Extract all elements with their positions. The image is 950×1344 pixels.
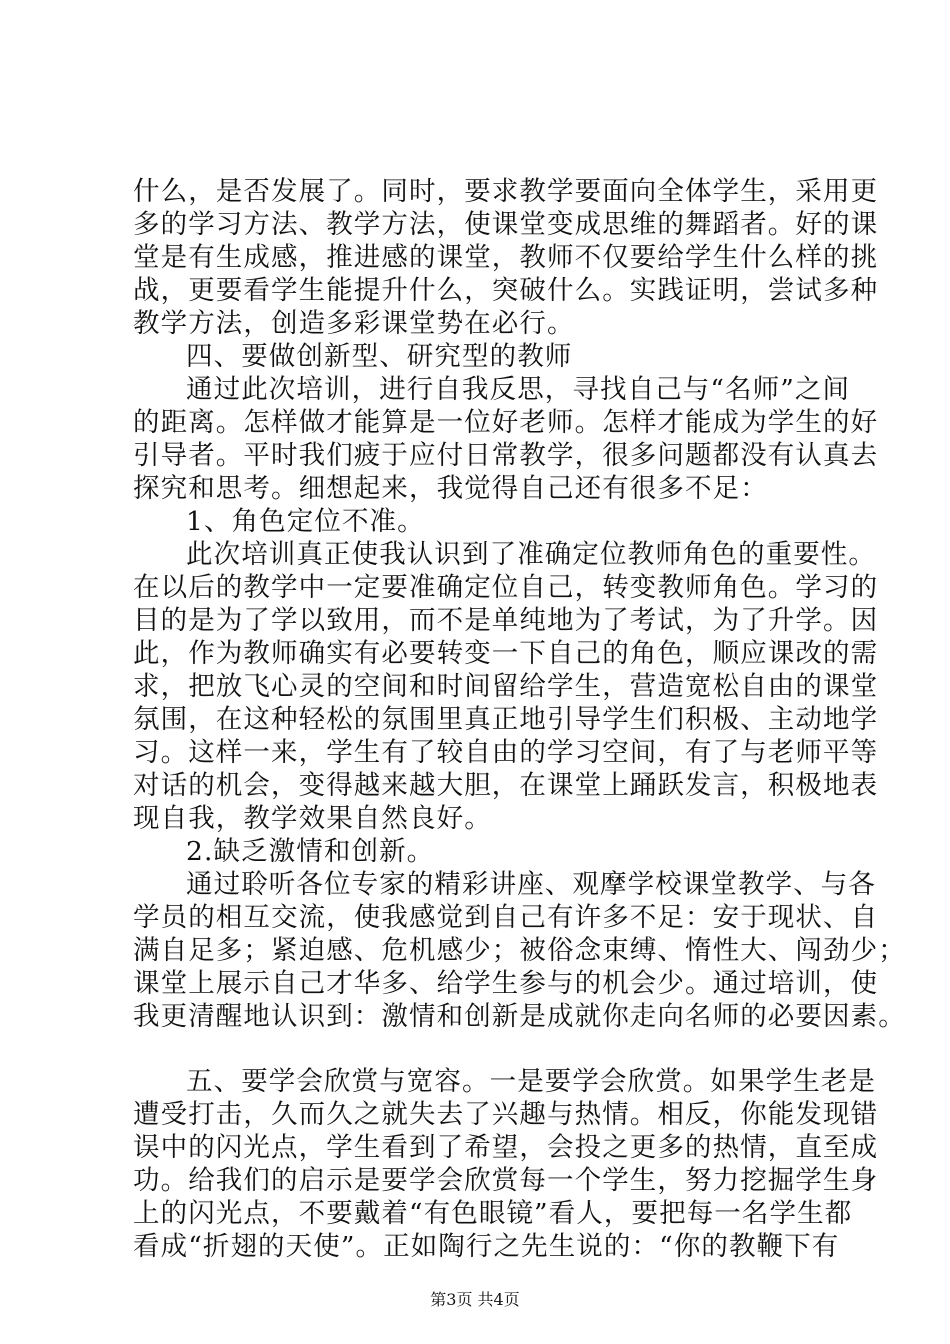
text-line: 多的学习方法、教学方法，使课堂变成思维的舞蹈者。好的课 [133, 209, 879, 240]
section-heading: 四、要做创新型、研究型的教师 [186, 341, 573, 372]
text-line: 课堂上展示自己才华多、给学生参与的机会少。通过培训，使 [133, 968, 879, 999]
text-line: 堂是有生成感，推进感的课堂，教师不仅要给学生什么样的挑 [133, 242, 879, 273]
text-line: 满自足多；紧迫感、危机感少；被俗念束缚、惰性大、闯劲少； [133, 935, 906, 966]
text-line: 遭受打击，久而久之就失去了兴趣与热情。相反，你能发现错 [133, 1099, 879, 1130]
text-line: 氛围，在这种轻松的氛围里真正地引导学生们积极、主动地学 [133, 704, 879, 735]
text-line: 的距离。怎样做才能算是一位好老师。怎样才能成为学生的好 [133, 407, 879, 438]
text-line: 看成“折翅的天使”。正如陶行之先生说的：“你的教鞭下有 [133, 1231, 840, 1262]
text-line: 习。这样一来，学生有了较自由的学习空间，有了与老师平等 [133, 737, 879, 768]
section-heading: 五、要学会欣赏与宽容。一是要学会欣赏。如果学生老是 [186, 1066, 876, 1097]
subsection-heading: 1、角色定位不准。 [186, 506, 425, 537]
text-line: 现自我，教学效果自然良好。 [133, 803, 492, 834]
text-line: 战，更要看学生能提升什么，突破什么。实践证明，尝试多种 [133, 275, 879, 306]
text-line: 此次培训真正使我认识到了准确定位教师角色的重要性。 [186, 539, 876, 570]
text-line: 探究和思考。细想起来，我觉得自己还有很多不足： [133, 473, 768, 504]
text-line: 引导者。平时我们疲于应付日常教学，很多问题都没有认真去 [133, 440, 879, 471]
paragraph-gap [133, 1033, 853, 1065]
subsection-heading: 2.缺乏激情和创新。 [186, 836, 435, 867]
text-line: 对话的机会，变得越来越大胆，在课堂上踊跃发言，积极地表 [133, 770, 879, 801]
text-line: 误中的闪光点，学生看到了希望，会投之更多的热情，直至成 [133, 1132, 879, 1163]
text-line: 功。给我们的启示是要学会欣赏每一个学生，努力挖掘学生身 [133, 1165, 879, 1196]
page-number-footer: 第3页 共4页 [430, 1290, 520, 1309]
text-line: 通过此次培训，进行自我反思，寻找自己与“名师”之间 [186, 374, 851, 405]
text-line: 求，把放飞心灵的空间和时间留给学生，营造宽松自由的课堂 [133, 671, 879, 702]
text-line: 学员的相互交流，使我感觉到自己有许多不足：安于现状、自 [133, 902, 879, 933]
text-line: 教学方法，创造多彩课堂势在必行。 [133, 308, 575, 339]
text-line: 什么，是否发展了。同时，要求教学要面向全体学生，采用更 [133, 176, 879, 207]
text-line: 目的是为了学以致用，而不是单纯地为了考试，为了升学。因 [133, 605, 879, 636]
text-line: 在以后的教学中一定要准确定位自己，转变教师角色。学习的 [133, 572, 879, 603]
text-line: 通过聆听各位专家的精彩讲座、观摩学校课堂教学、与各 [186, 869, 876, 900]
text-line: 此，作为教师确实有必要转变一下自己的角色，顺应课改的需 [133, 638, 879, 669]
document-body [133, 175, 906, 1263]
text-line: 我更清醒地认识到：激情和创新是成就你走向名师的必要因素。 [133, 1001, 906, 1032]
text-line: 上的闪光点，不要戴着“有色眼镜”看人，要把每一名学生都 [133, 1198, 853, 1229]
